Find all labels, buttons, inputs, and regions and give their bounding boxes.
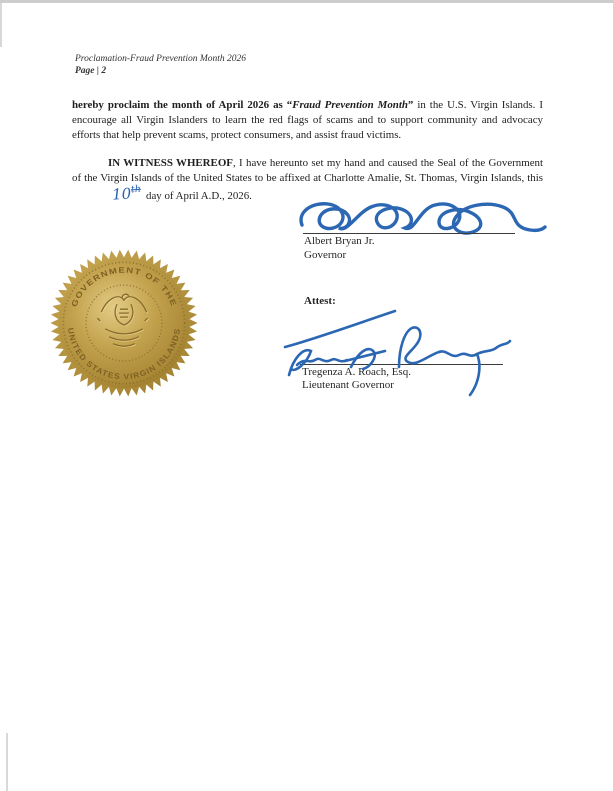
governor-title: Governor	[304, 248, 347, 261]
proclaim-event-name: Fraud Prevention Month	[292, 99, 408, 111]
governor-name: Albert Bryan Jr.	[304, 235, 375, 247]
lt-governor-title: Lieutenant Governor	[302, 379, 394, 391]
day-number: 10	[111, 184, 132, 204]
scan-edge-bottom	[6, 733, 8, 791]
attest-label: Attest:	[304, 295, 336, 307]
witness-bold-text: IN WITNESS WHEREOF	[108, 157, 233, 169]
header-page-number: Page | 2	[75, 66, 107, 76]
governor-signature-block	[298, 196, 558, 266]
lt-governor-signature	[281, 303, 513, 399]
government-seal	[50, 249, 198, 397]
document-body	[72, 98, 543, 204]
proclaim-bold-text: hereby proclaim the month of April 2026 as “	[72, 99, 293, 111]
seal-bottom-text: UNITED STATES VIRGIN ISLANDS	[65, 327, 183, 382]
proclaim-regular-text: in the U.S. Virgin Islands. I encourage all Virgin Islanders to learn the red flags of scams and to support community and advocacy efforts that help prevent scams, protect consumers, and assist fraud victims.	[72, 99, 543, 141]
document-header	[75, 53, 246, 77]
witness-text-after-day: day of April A.D., 2026.	[146, 190, 252, 202]
seal-face	[59, 258, 189, 388]
seal-top-text: GOVERNMENT OF THE	[69, 265, 178, 309]
attest-block	[303, 295, 543, 405]
paragraph-proclamation	[72, 98, 543, 143]
lt-governor-name: Tregenza A. Roach, Esq.	[302, 366, 411, 378]
day-handwritten	[76, 185, 142, 203]
proclaim-close-quote: ”	[407, 99, 414, 111]
header-title: Proclamation-Fraud Prevention Month 2026	[75, 54, 247, 64]
witness-text-before-day: , I have hereunto set my hand and caused the Seal of the Government of the Virgin Islands of the United States to be affixed at Charlotte Amalie, St. Thomas, Virgin Islands, this	[72, 157, 543, 184]
scan-edge-left	[0, 3, 2, 47]
day-suffix: th	[130, 183, 142, 196]
scan-edge-top	[0, 0, 613, 3]
governor-signature-line	[303, 233, 515, 234]
